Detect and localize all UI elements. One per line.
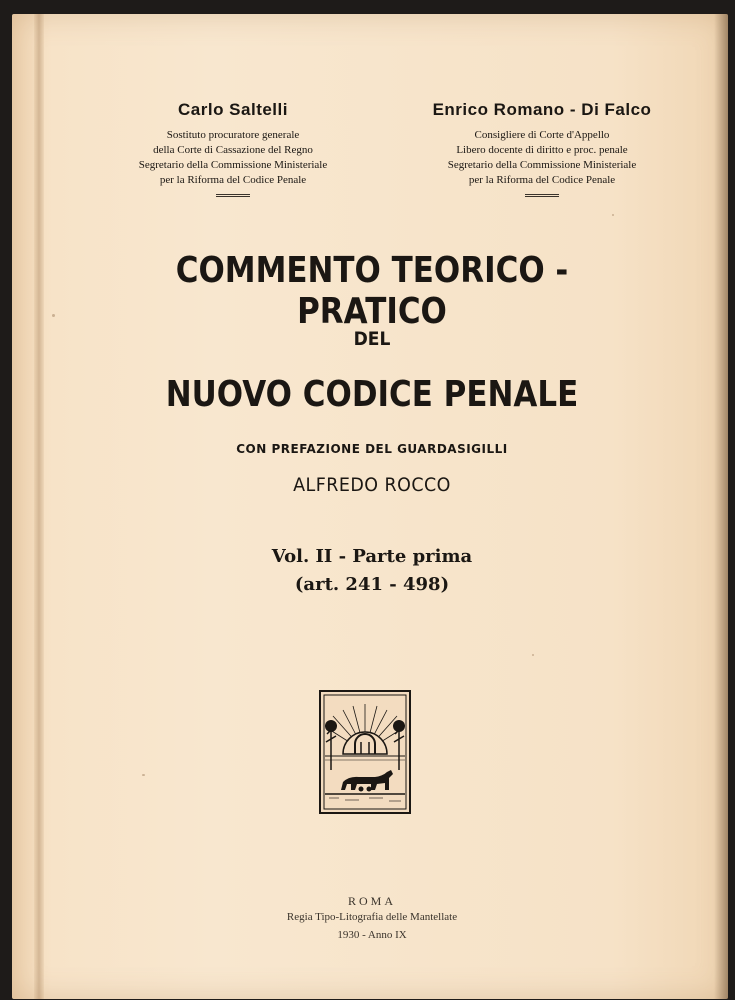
paper-speck	[142, 774, 145, 776]
author-credential: Segretario della Commissione Ministeriale	[138, 159, 328, 171]
binding-crease	[34, 14, 44, 999]
author-credential: della Corte di Cassazione del Regno	[153, 144, 313, 156]
page-edge-shadow	[714, 14, 728, 999]
imprint-city: ROMA	[347, 894, 396, 908]
author-credential: Consigliere di Corte d'Appello	[474, 129, 610, 141]
paper-speck	[532, 654, 534, 656]
preface-intro: CON PREFAZIONE DEL GUARDASIGILLI	[236, 442, 508, 456]
volume-label: Vol. II - Parte prima	[271, 546, 473, 567]
author-left	[108, 100, 358, 197]
author-credential: Segretario della Commissione Ministeriale	[447, 159, 637, 171]
author-credential: Libero docente di diritto e proc. penale	[456, 144, 628, 156]
book-subject: NUOVO CODICE PENALE	[165, 374, 579, 415]
book-title: COMMENTO TEORICO - PRATICO	[175, 250, 569, 332]
preface-author: ALFREDO ROCCO	[293, 474, 451, 496]
author-credential: Sostituto procuratore generale	[166, 129, 300, 141]
ornamental-rule	[525, 194, 559, 197]
ornamental-rule	[216, 194, 250, 197]
title-page	[12, 14, 728, 999]
article-range: (art. 241 - 498)	[294, 574, 450, 595]
paper-speck	[52, 314, 55, 317]
author-name: Carlo Saltelli	[178, 100, 288, 119]
author-right	[412, 100, 672, 197]
author-credential: per la Riforma del Codice Penale	[159, 174, 307, 186]
author-name: Enrico Romano - Di Falco	[432, 100, 652, 119]
she-wolf-emblem-icon	[319, 690, 411, 814]
imprint-printer: Regia Tipo-Litografia delle Mantellate	[286, 911, 458, 923]
author-credential: per la Riforma del Codice Penale	[468, 174, 616, 186]
title-connector: DEL	[353, 328, 391, 350]
imprint-year: 1930 - Anno IX	[337, 929, 407, 941]
paper-speck	[612, 214, 614, 216]
